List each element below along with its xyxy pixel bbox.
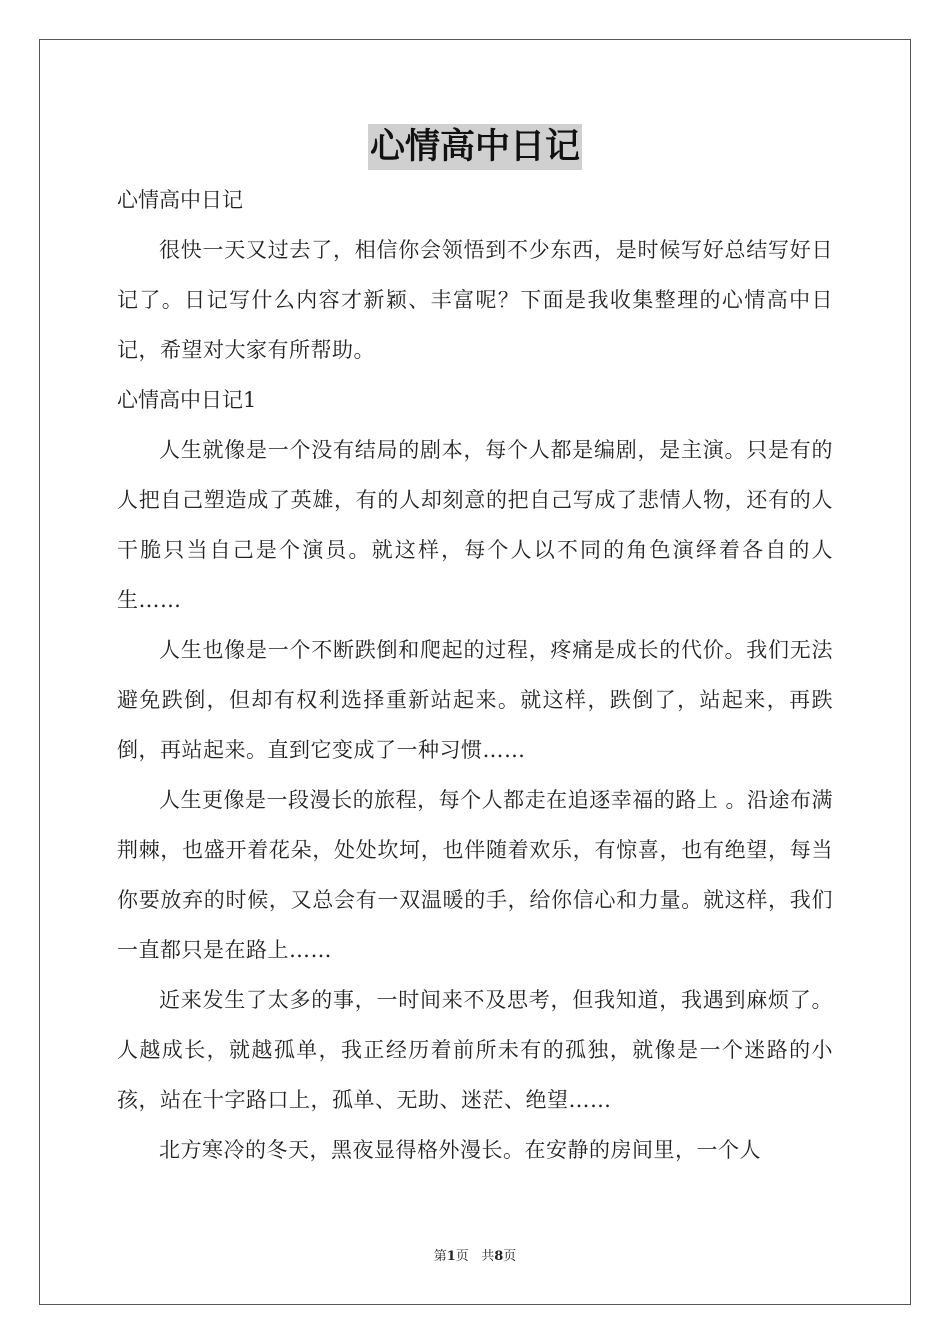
page-number: 1: [446, 1249, 456, 1264]
footer-prefix: 第: [433, 1249, 447, 1264]
paragraph: 人生更像是一段漫长的旅程，每个人都走在追逐幸福的路上 。沿途布满荆棘，也盛开着花朵，处处坎坷，也伴随着欢乐，有惊喜，也有绝望，每当你要放弃的时候，又总会有一双温暖的手，给你信心和力量。就这样，我们一直都只是在路上……: [117, 788, 833, 962]
total-pages: 8: [494, 1249, 504, 1264]
section-heading: 心情高中日记1: [117, 388, 257, 412]
document-subtitle: 心情高中日记: [117, 188, 243, 212]
title-container: [0, 124, 950, 170]
intro-paragraph: 很快一天又过去了，相信你会领悟到不少东西，是时候写好总结写好日记了。日记写什么内容才新颖、丰富呢？下面是我收集整理的心情高中日记，希望对大家有所帮助。: [117, 238, 833, 362]
document-body: [117, 175, 833, 1175]
page-footer: [0, 1245, 950, 1264]
paragraph: 近来发生了太多的事，一时间来不及思考，但我知道，我遇到麻烦了。人越成长，就越孤单，我正经历着前所未有的孤独，就像是一个迷路的小孩，站在十字路口上，孤单、无助、迷茫、绝望……: [117, 988, 833, 1112]
footer-page-suffix: 页: [455, 1249, 469, 1264]
footer-total-suffix: 页: [503, 1249, 517, 1264]
paragraph: 人生就像是一个没有结局的剧本，每个人都是编剧，是主演。只是有的人把自己塑造成了英雄，有的人却刻意的把自己写成了悲情人物，还有的人干脆只当自己是个演员。就这样，每个人以不同的角色演绎着各自的人生……: [117, 438, 833, 612]
footer-total-prefix: 共: [481, 1249, 495, 1264]
page-title: 心情高中日记: [368, 124, 582, 170]
intro-section: [117, 225, 833, 375]
diary-section: [117, 425, 833, 1175]
paragraph: 人生也像是一个不断跌倒和爬起的过程，疼痛是成长的代价。我们无法避免跌倒，但却有权利选择重新站起来。就这样，跌倒了，站起来，再跌倒，再站起来。直到它变成了一种习惯……: [117, 638, 833, 762]
paragraph: 北方寒冷的冬天，黑夜显得格外漫长。在安静的房间里，一个人: [159, 1138, 761, 1162]
